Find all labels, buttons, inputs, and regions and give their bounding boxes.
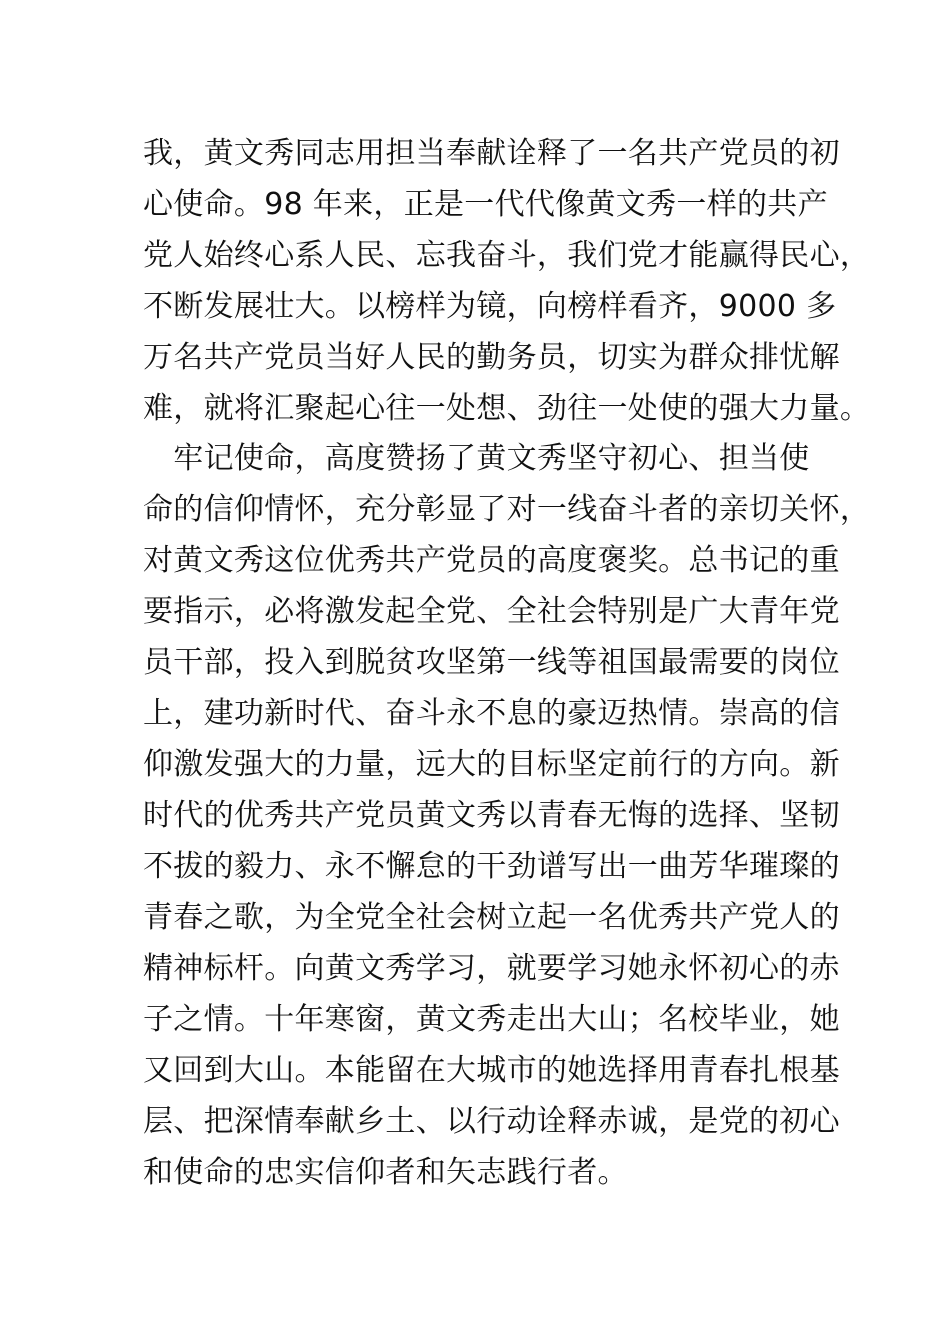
paragraph-line: 不拔的毅力、永不懈怠的干劲谱写出一曲芳华璀璨的: [143, 849, 840, 884]
paragraph-2: [143, 433, 871, 1198]
paragraph-line: 万名共产党员当好人民的勤务员，切实为群众排忧解: [143, 340, 840, 375]
paragraph-line: 青春之歌，为全党全社会树立起一名优秀共产党人的: [143, 900, 840, 935]
paragraph-line: 和使命的忠实信仰者和矢志践行者。: [143, 1155, 628, 1190]
paragraph-line: 员干部，投入到脱贫攻坚第一线等祖国最需要的岗位: [143, 645, 840, 680]
paragraph-line: 时代的优秀共产党员黄文秀以青春无悔的选择、坚韧: [143, 798, 840, 833]
paragraph-line: 党人始终心系人民、忘我奋斗，我们党才能赢得民心，: [143, 238, 871, 273]
paragraph-line: 又回到大山。本能留在大城市的她选择用青春扎根基: [143, 1053, 840, 1088]
paragraph-line: 难，就将汇聚起心往一处想、劲往一处使的强大力量。: [143, 391, 871, 426]
paragraph-line: 牢记使命，高度赞扬了黄文秀坚守初心、担当使: [143, 441, 810, 476]
paragraph-line: 命的信仰情怀，充分彰显了对一线奋斗者的亲切关怀，: [143, 492, 871, 527]
paragraph-line: 心使命。98 年来，正是一代代像黄文秀一样的共产: [143, 187, 828, 222]
paragraph-line: 不断发展壮大。以榜样为镜，向榜样看齐，9000 多: [143, 289, 837, 324]
paragraph-line: 子之情。十年寒窗，黄文秀走出大山；名校毕业，她: [143, 1002, 840, 1037]
paragraph-line: 上，建功新时代、奋斗永不息的豪迈热情。崇高的信: [143, 696, 840, 731]
paragraph-line: 要指示，必将激发起全党、全社会特别是广大青年党: [143, 594, 840, 629]
paragraph-line: 我，黄文秀同志用担当奉献诠释了一名共产党员的初: [143, 136, 840, 171]
paragraph-1: [143, 128, 871, 434]
paragraph-line: 对黄文秀这位优秀共产党员的高度褒奖。总书记的重: [143, 543, 840, 578]
paragraph-line: 精神标杆。向黄文秀学习，就要学习她永怀初心的赤: [143, 951, 840, 986]
paragraph-line: 层、把深情奉献乡土、以行动诠释赤诚，是党的初心: [143, 1104, 840, 1139]
paragraph-line: 仰激发强大的力量，远大的目标坚定前行的方向。新: [143, 747, 840, 782]
